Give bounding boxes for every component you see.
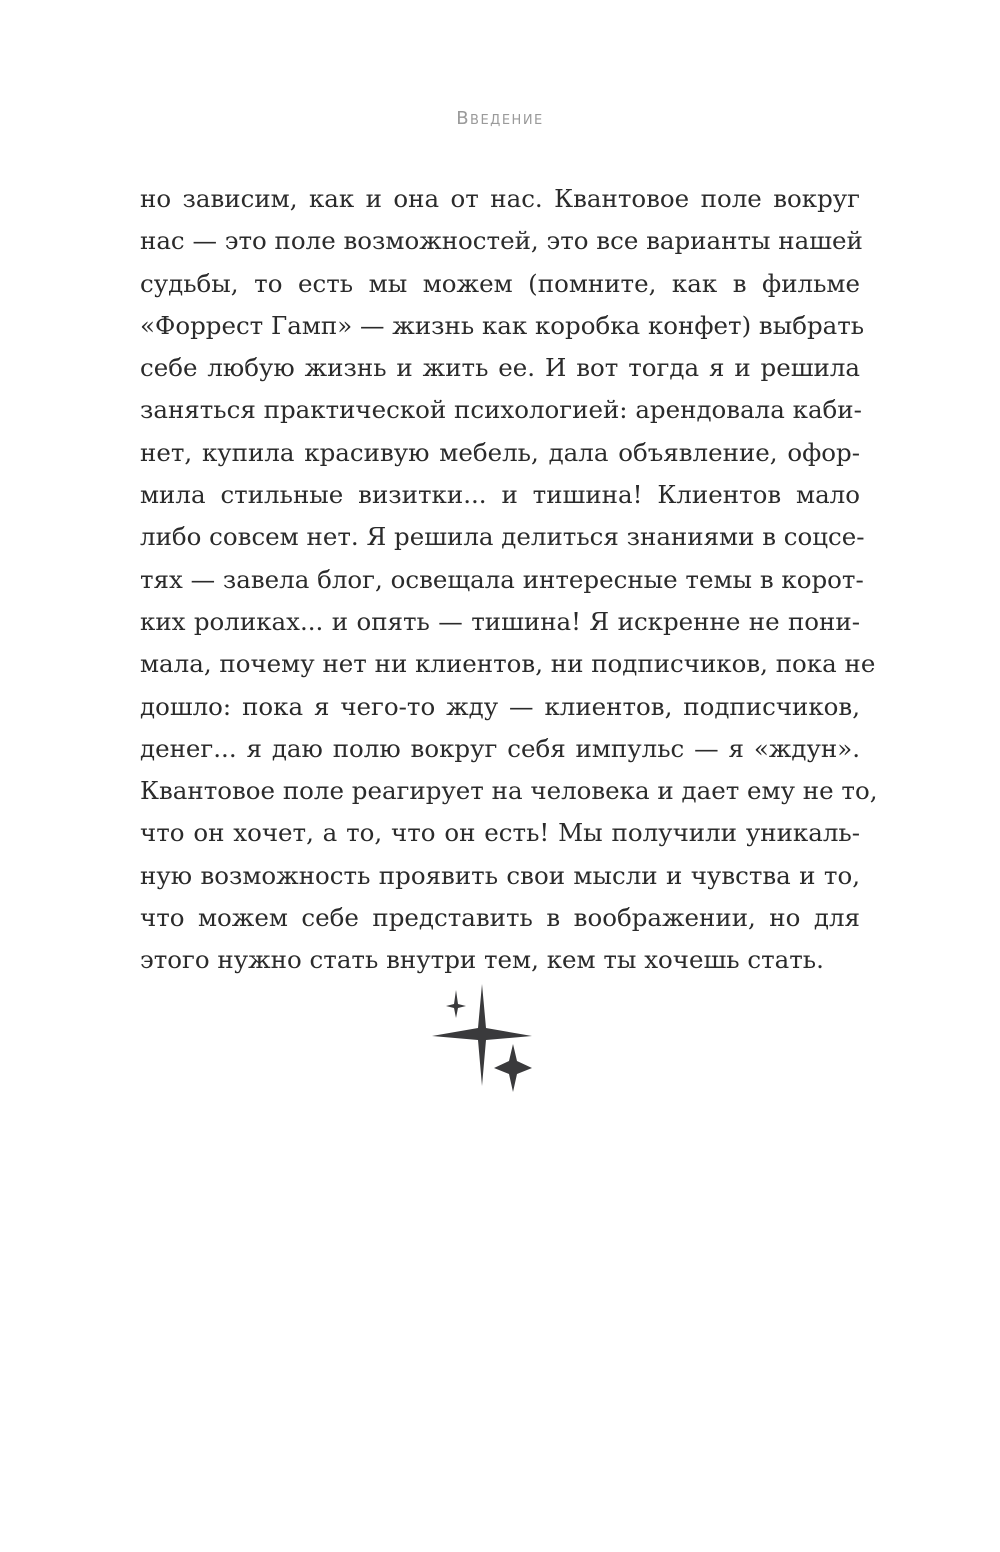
text-line: ную возможность проявить свои мысли и чувства и то, (140, 860, 860, 890)
small-sparkle (446, 990, 466, 1018)
text-line: мала, почему нет ни клиентов, ни подписчиков, пока не (140, 649, 876, 679)
text-line: что он хочет, а то, что он есть! Мы получили уникаль- (140, 818, 860, 848)
running-head: Введение (456, 108, 544, 129)
text-line: этого нужно стать внутри тем, кем ты хочешь стать. (140, 945, 824, 975)
sparkles-icon (430, 982, 534, 1094)
text-line: дошло: пока я чего-то жду — клиентов, подписчиков, (140, 691, 860, 721)
text-line: либо совсем нет. Я решила делиться знаниями в соцсе- (140, 522, 865, 552)
text-line: но зависим, как и она от нас. Квантовое поле вокруг (140, 184, 860, 213)
text-line: ких роликах... и опять — тишина! Я искренне не пони- (140, 606, 860, 636)
text-line: заняться практической психологией: арендовала каби- (140, 395, 862, 425)
text-line: «Форрест Гамп» — жизнь как коробка конфет) выбрать (140, 310, 865, 340)
text-line: тях — завела блог, освещала интересные темы в корот- (140, 564, 864, 594)
text-line: себе любую жизнь и жить ее. И вот тогда я и решила (140, 353, 860, 383)
text-line: судьбы, то есть мы можем (помните, как в фильме (140, 268, 860, 298)
body-paragraph (140, 178, 878, 982)
text-line: что можем себе представить в воображении, но для (140, 903, 860, 933)
text-line: нет, купила красивую мебель, дала объявление, офор- (140, 437, 860, 467)
text-line: денег... я даю полю вокруг себя импульс — я «ждун». (140, 733, 860, 763)
text-line: Квантовое поле реагирует на человека и дает ему не то, (140, 776, 878, 806)
medium-sparkle (494, 1044, 532, 1092)
text-line: мила стильные визитки... и тишина! Клиентов мало (140, 480, 860, 510)
text-line: нас — это поле возможностей, это все варианты нашей (140, 226, 863, 256)
